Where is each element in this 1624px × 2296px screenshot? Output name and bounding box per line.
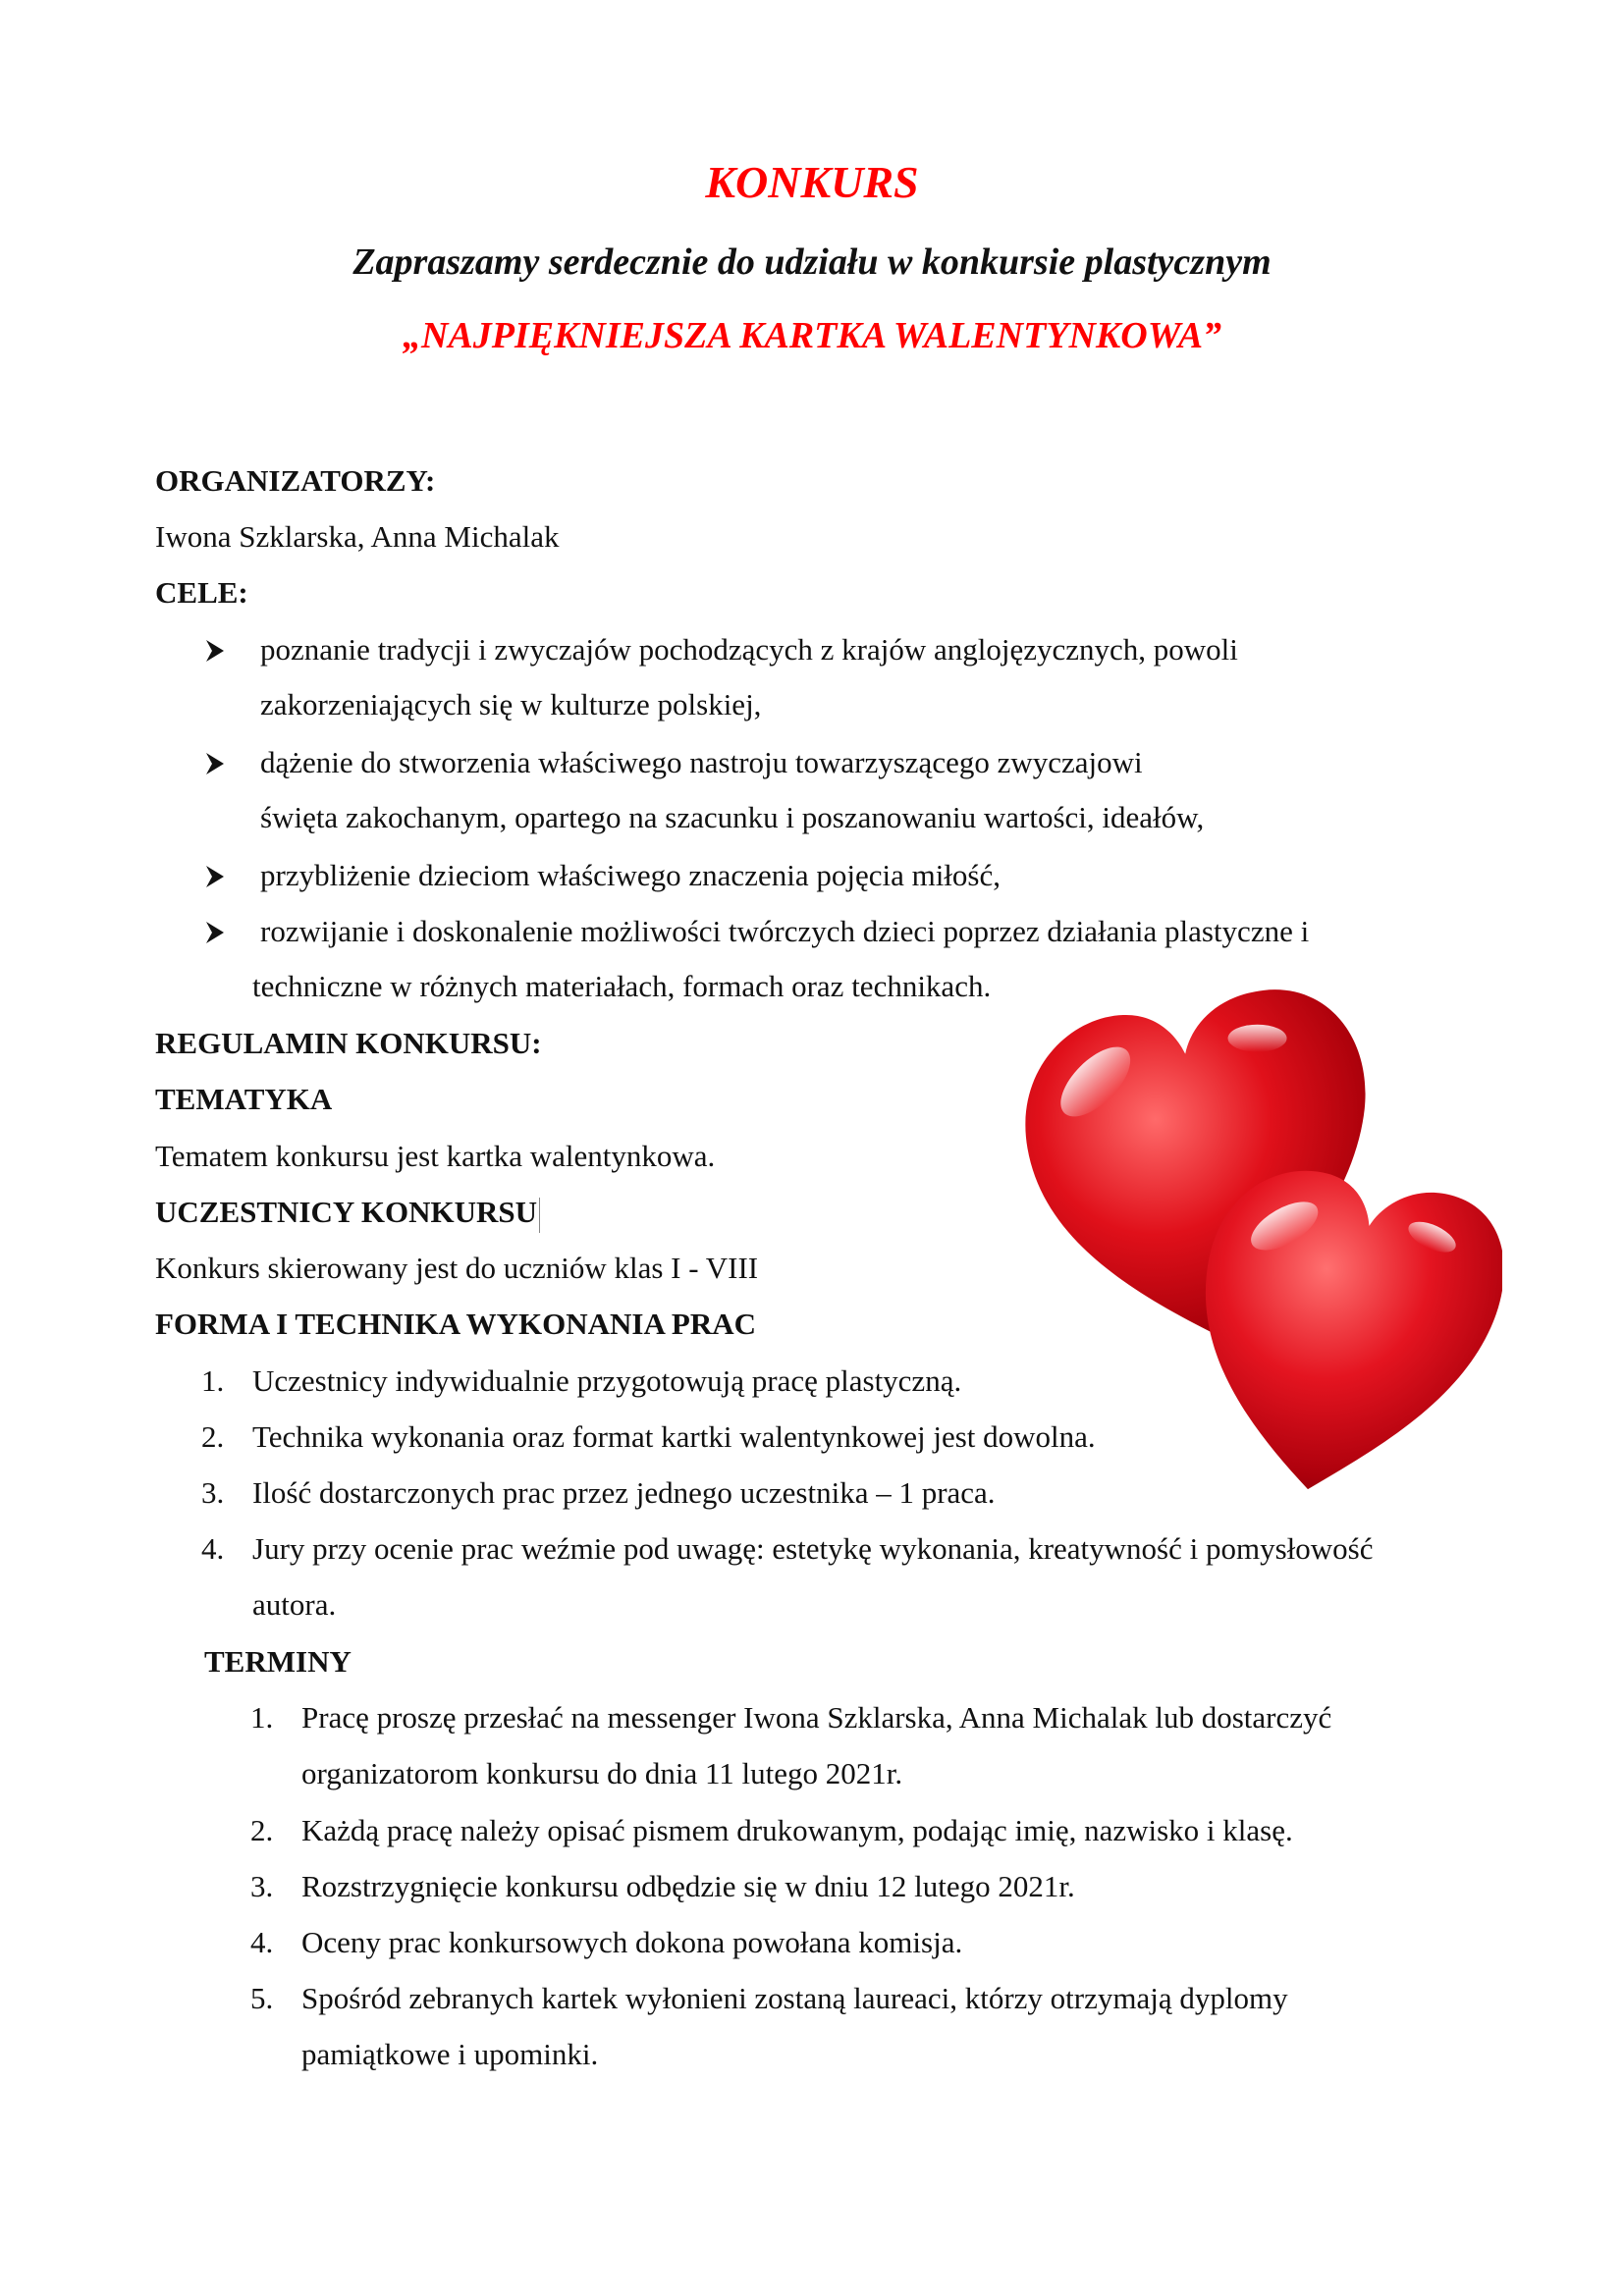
form-item-3-text: Ilość dostarczonych prac przez jednego uczestnika – 1 praca.	[252, 1475, 996, 1510]
deadline-item-2-text: Każdą pracę należy opisać pismem drukowanym, podając imię, nazwisko i klasę.	[301, 1813, 1293, 1847]
goal-item-2-line2: święta zakochanym, opartego na szacunku i poszanowaniu wartości, ideałów,	[260, 800, 1205, 834]
organizers-heading: ORGANIZATORZY:	[155, 463, 436, 498]
form-item-3-number: 3.	[201, 1475, 225, 1510]
arrow-bullet-icon	[204, 638, 226, 664]
arrow-bullet-icon	[204, 920, 226, 945]
participants-heading	[155, 1193, 540, 1233]
text-cursor	[539, 1198, 540, 1233]
page-title: KONKURS	[705, 157, 919, 207]
deadline-item-5-text: Spośród zebranych kartek wyłonieni zostaną laureaci, którzy otrzymają dyplomy	[301, 1981, 1288, 2015]
deadline-item-1-number: 1.	[250, 1700, 274, 1735]
form-heading: FORMA I TECHNIKA WYKONANIA PRAC	[155, 1307, 757, 1341]
participants-heading-text: UCZESTNICY KONKURSU	[155, 1195, 537, 1229]
goal-item-3-line1: przybliżenie dzieciom właściwego znaczenia pojęcia miłość,	[260, 858, 1001, 892]
arrow-bullet-icon	[204, 751, 226, 776]
organizers-names: Iwona Szklarska, Anna Michalak	[155, 519, 560, 554]
rules-heading: REGULAMIN KONKURSU:	[155, 1026, 542, 1060]
deadline-item-4-number: 4.	[250, 1925, 274, 1959]
deadline-item-5-number: 5.	[250, 1981, 274, 2015]
theme-heading: TEMATYKA	[155, 1082, 333, 1116]
form-item-1-number: 1.	[201, 1363, 225, 1398]
contest-name: „NAJPIĘKNIEJSZA KARTKA WALENTYNKOWA”	[402, 315, 1222, 356]
goal-item-1-line1: poznanie tradycji i zwyczajów pochodzących z krajów anglojęzycznych, powoli	[260, 632, 1238, 667]
page-subtitle: Zapraszamy serdecznie do udziału w konkursie plastycznym	[352, 241, 1272, 283]
deadline-item-4-text: Oceny prac konkursowych dokona powołana komisja.	[301, 1925, 963, 1959]
participants-text: Konkurs skierowany jest do uczniów klas I - VIII	[155, 1251, 759, 1285]
deadline-item-1-text-cont: organizatorom konkursu do dnia 11 lutego 2021r.	[301, 1756, 903, 1790]
deadline-item-5-text-cont: pamiątkowe i upominki.	[301, 2037, 599, 2071]
form-item-4-text-cont: autora.	[252, 1587, 337, 1622]
goal-item-4-line2: techniczne w różnych materiałach, formach oraz technikach.	[252, 969, 992, 1003]
goals-heading: CELE:	[155, 575, 248, 610]
deadline-item-3-number: 3.	[250, 1869, 274, 1903]
form-item-1-text: Uczestnicy indywidualnie przygotowują pracę plastyczną.	[252, 1363, 962, 1398]
deadline-item-1-text: Pracę proszę przesłać na messenger Iwona Szklarska, Anna Michalak lub dostarczyć	[301, 1700, 1332, 1735]
theme-text: Tematem konkursu jest kartka walentynkowa.	[155, 1139, 716, 1173]
hearts-illustration-icon	[992, 957, 1502, 1507]
form-item-2-number: 2.	[201, 1419, 225, 1454]
deadlines-heading: TERMINY	[204, 1644, 352, 1679]
goal-item-4-line1: rozwijanie i doskonalenie możliwości twórczych dzieci poprzez działania plastyczne i	[260, 914, 1310, 948]
goal-item-2-line1: dążenie do stworzenia właściwego nastroju towarzyszącego zwyczajowi	[260, 745, 1143, 779]
form-item-4-number: 4.	[201, 1531, 225, 1566]
form-item-4-text: Jury przy ocenie prac weźmie pod uwagę: estetykę wykonania, kreatywność i pomysłowość	[252, 1531, 1374, 1566]
deadline-item-2-number: 2.	[250, 1813, 274, 1847]
goal-item-1-line2: zakorzeniających się w kulturze polskiej,	[260, 687, 762, 721]
arrow-bullet-icon	[204, 864, 226, 889]
deadline-item-3-text: Rozstrzygnięcie konkursu odbędzie się w dniu 12 lutego 2021r.	[301, 1869, 1075, 1903]
form-item-2-text: Technika wykonania oraz format kartki walentynkowej jest dowolna.	[252, 1419, 1096, 1454]
